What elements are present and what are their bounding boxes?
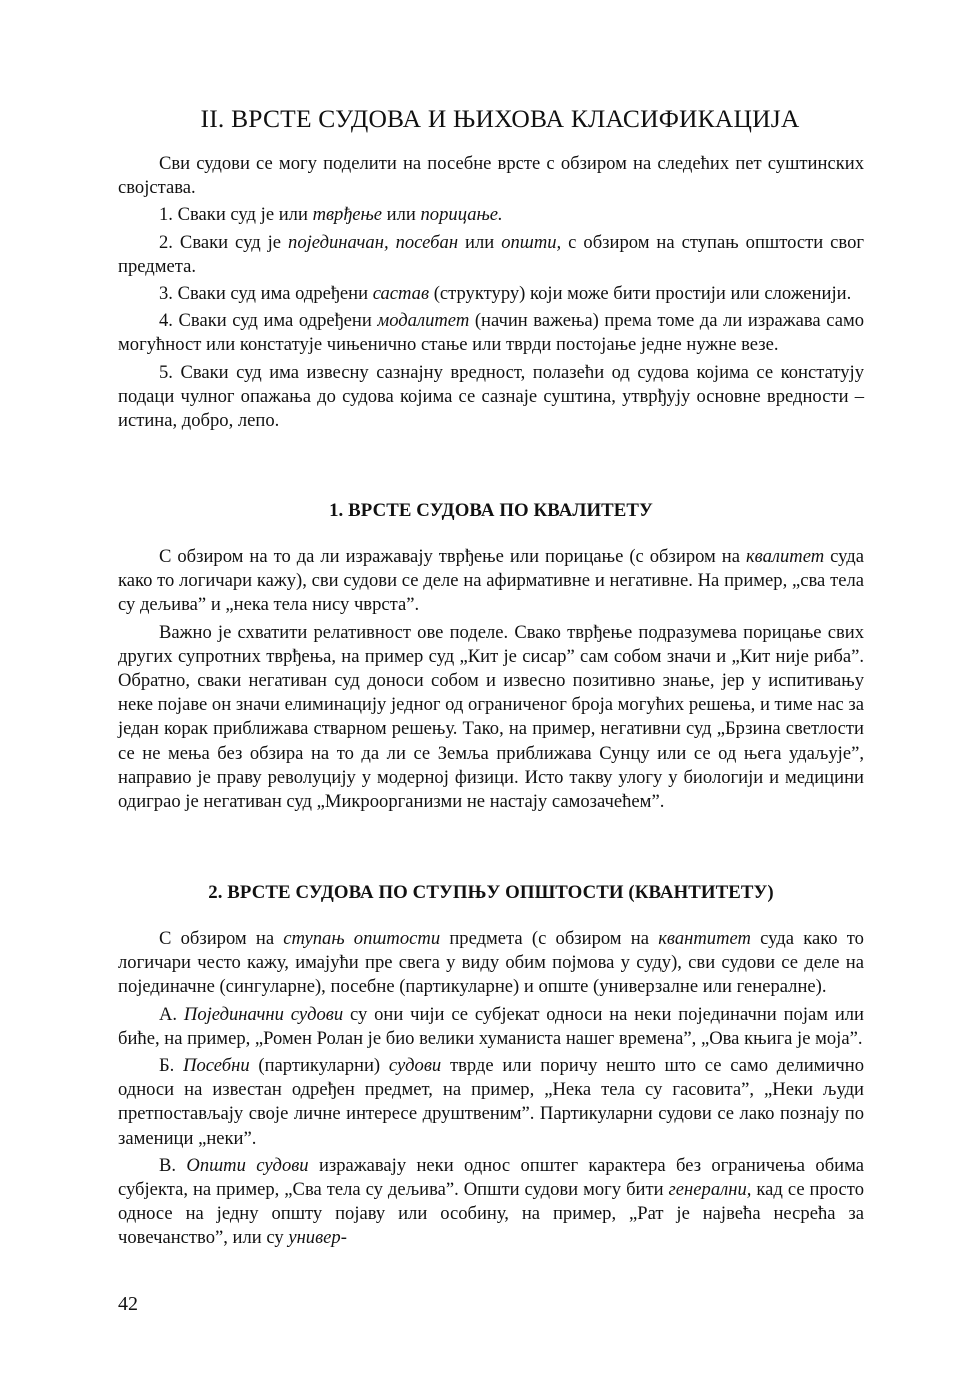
page-number: 42 [118,1293,138,1315]
section-1-body [118,545,864,814]
section-1-paragraph-2: Важно је схватити релативност ове поделе. Свако тврђење подразумева порицање свих других супротних тврђења, на пример суд „Кит је сисар” сам собом значи и „Кит није риба”. Обратно, сваки негативан суд доноси собом и извесно позитивно знање, јер у испитивању неке појаве он значи елиминацију једног од ограниченог броја могућих решења, и тиме нас за један корак приближава стварном решењу. Тако, на пример, негативни суд „Брзина светлости се не мења без обзира на то да ли се Земља приближава Сунцу или се од њега удаљује”, направио је праву револуцију у модерној физици. Исто такву улогу у биологији и медицини одиграо је негативан суд „Микроорганизми не настају самозачећем”. [118,621,864,813]
section-2-paragraph-a: А. Појединачни судови су они чији се субјекат односи на неки појединачни појам или биће, на пример, „Ромен Ролан је био велики хуманиста нашег времена”, „Ова књига је моја”. [118,1003,864,1049]
section-2-body [118,927,864,1251]
section-1-title: 1. ВРСТЕ СУДОВА ПО КВАЛИТЕТУ [329,500,653,521]
intro-block [118,152,864,433]
intro-lead: Сви судови се могу поделити на посебне врсте с обзиром на следећих пет суштинских својстава. [118,153,864,199]
intro-item-4: 4. Сваки суд има одређени модалитет (начин важења) према томе да ли изражава само могућност или констатује чињенично стање или тврди постојање једне нужне везе. [118,310,865,356]
section-2-paragraph-b: Б. Посебни (партикуларни) судови тврде или поричу нешто што се само делимично односи на известан одређен предмет, на пример, „Нека тела су гасовита”, „Неки људи претпостављају своје личне интересе друштвеним”. Партикуларни судови се лако познају по заменици „неки”. [118,1055,864,1149]
section-2-title: 2. ВРСТЕ СУДОВА ПО СТУПЊУ ОПШТОСТИ (КВАНТИТЕТУ) [208,882,774,903]
intro-item-2: 2. Сваки суд је појединачан, посебан или општи, с обзиром на ступањ општости свог предмета. [118,231,864,277]
section-2-paragraph-v: В. Општи судови изражавају неки однос општег карактера без ограничења обима субјекта, на пример, „Сва тела су дељива”. Општи судови могу бити генерални, кад се просто односе на једну општу појаву или особину, на пример, „Рат је највећа несрећа за човечанство”, или су универ- [118,1154,864,1249]
intro-item-5: 5. Сваки суд има извесну сазнајну вредност, полазећи од судова којима се констатују подаци чулног опажања до судова којима се сазнаје суштина, утврђују основне вредности – истина, добро, лепо. [118,361,864,432]
section-2-paragraph-1: С обзиром на ступањ општости предмета (с обзиром на квантитет суда како то логичари често кажу, имајући пре свега у виду обим појмова у суду), сви судови се деле на појединачне (сингуларне), посебне (партикуларне) и опште (универзалне или генералне). [118,928,864,998]
intro-item-1: 1. Сваки суд је или тврђење или порицање. [159,204,503,226]
section-1-paragraph-1: С обзиром на то да ли изражавају тврђење или порицање (с обзиром на квалитет суда како то логичари кажу), сви судови се деле на афирмативне и негативне. На пример, „сва тела су дељива” и „нека тела нису чврста”. [118,546,865,616]
intro-item-3: 3. Сваки суд има одређени састав (структуру) који може бити простији или сложенији. [159,283,852,305]
chapter-title: II. ВРСТЕ СУДОВА И ЊИХОВА КЛАСИФИКАЦИЈА [200,104,800,133]
